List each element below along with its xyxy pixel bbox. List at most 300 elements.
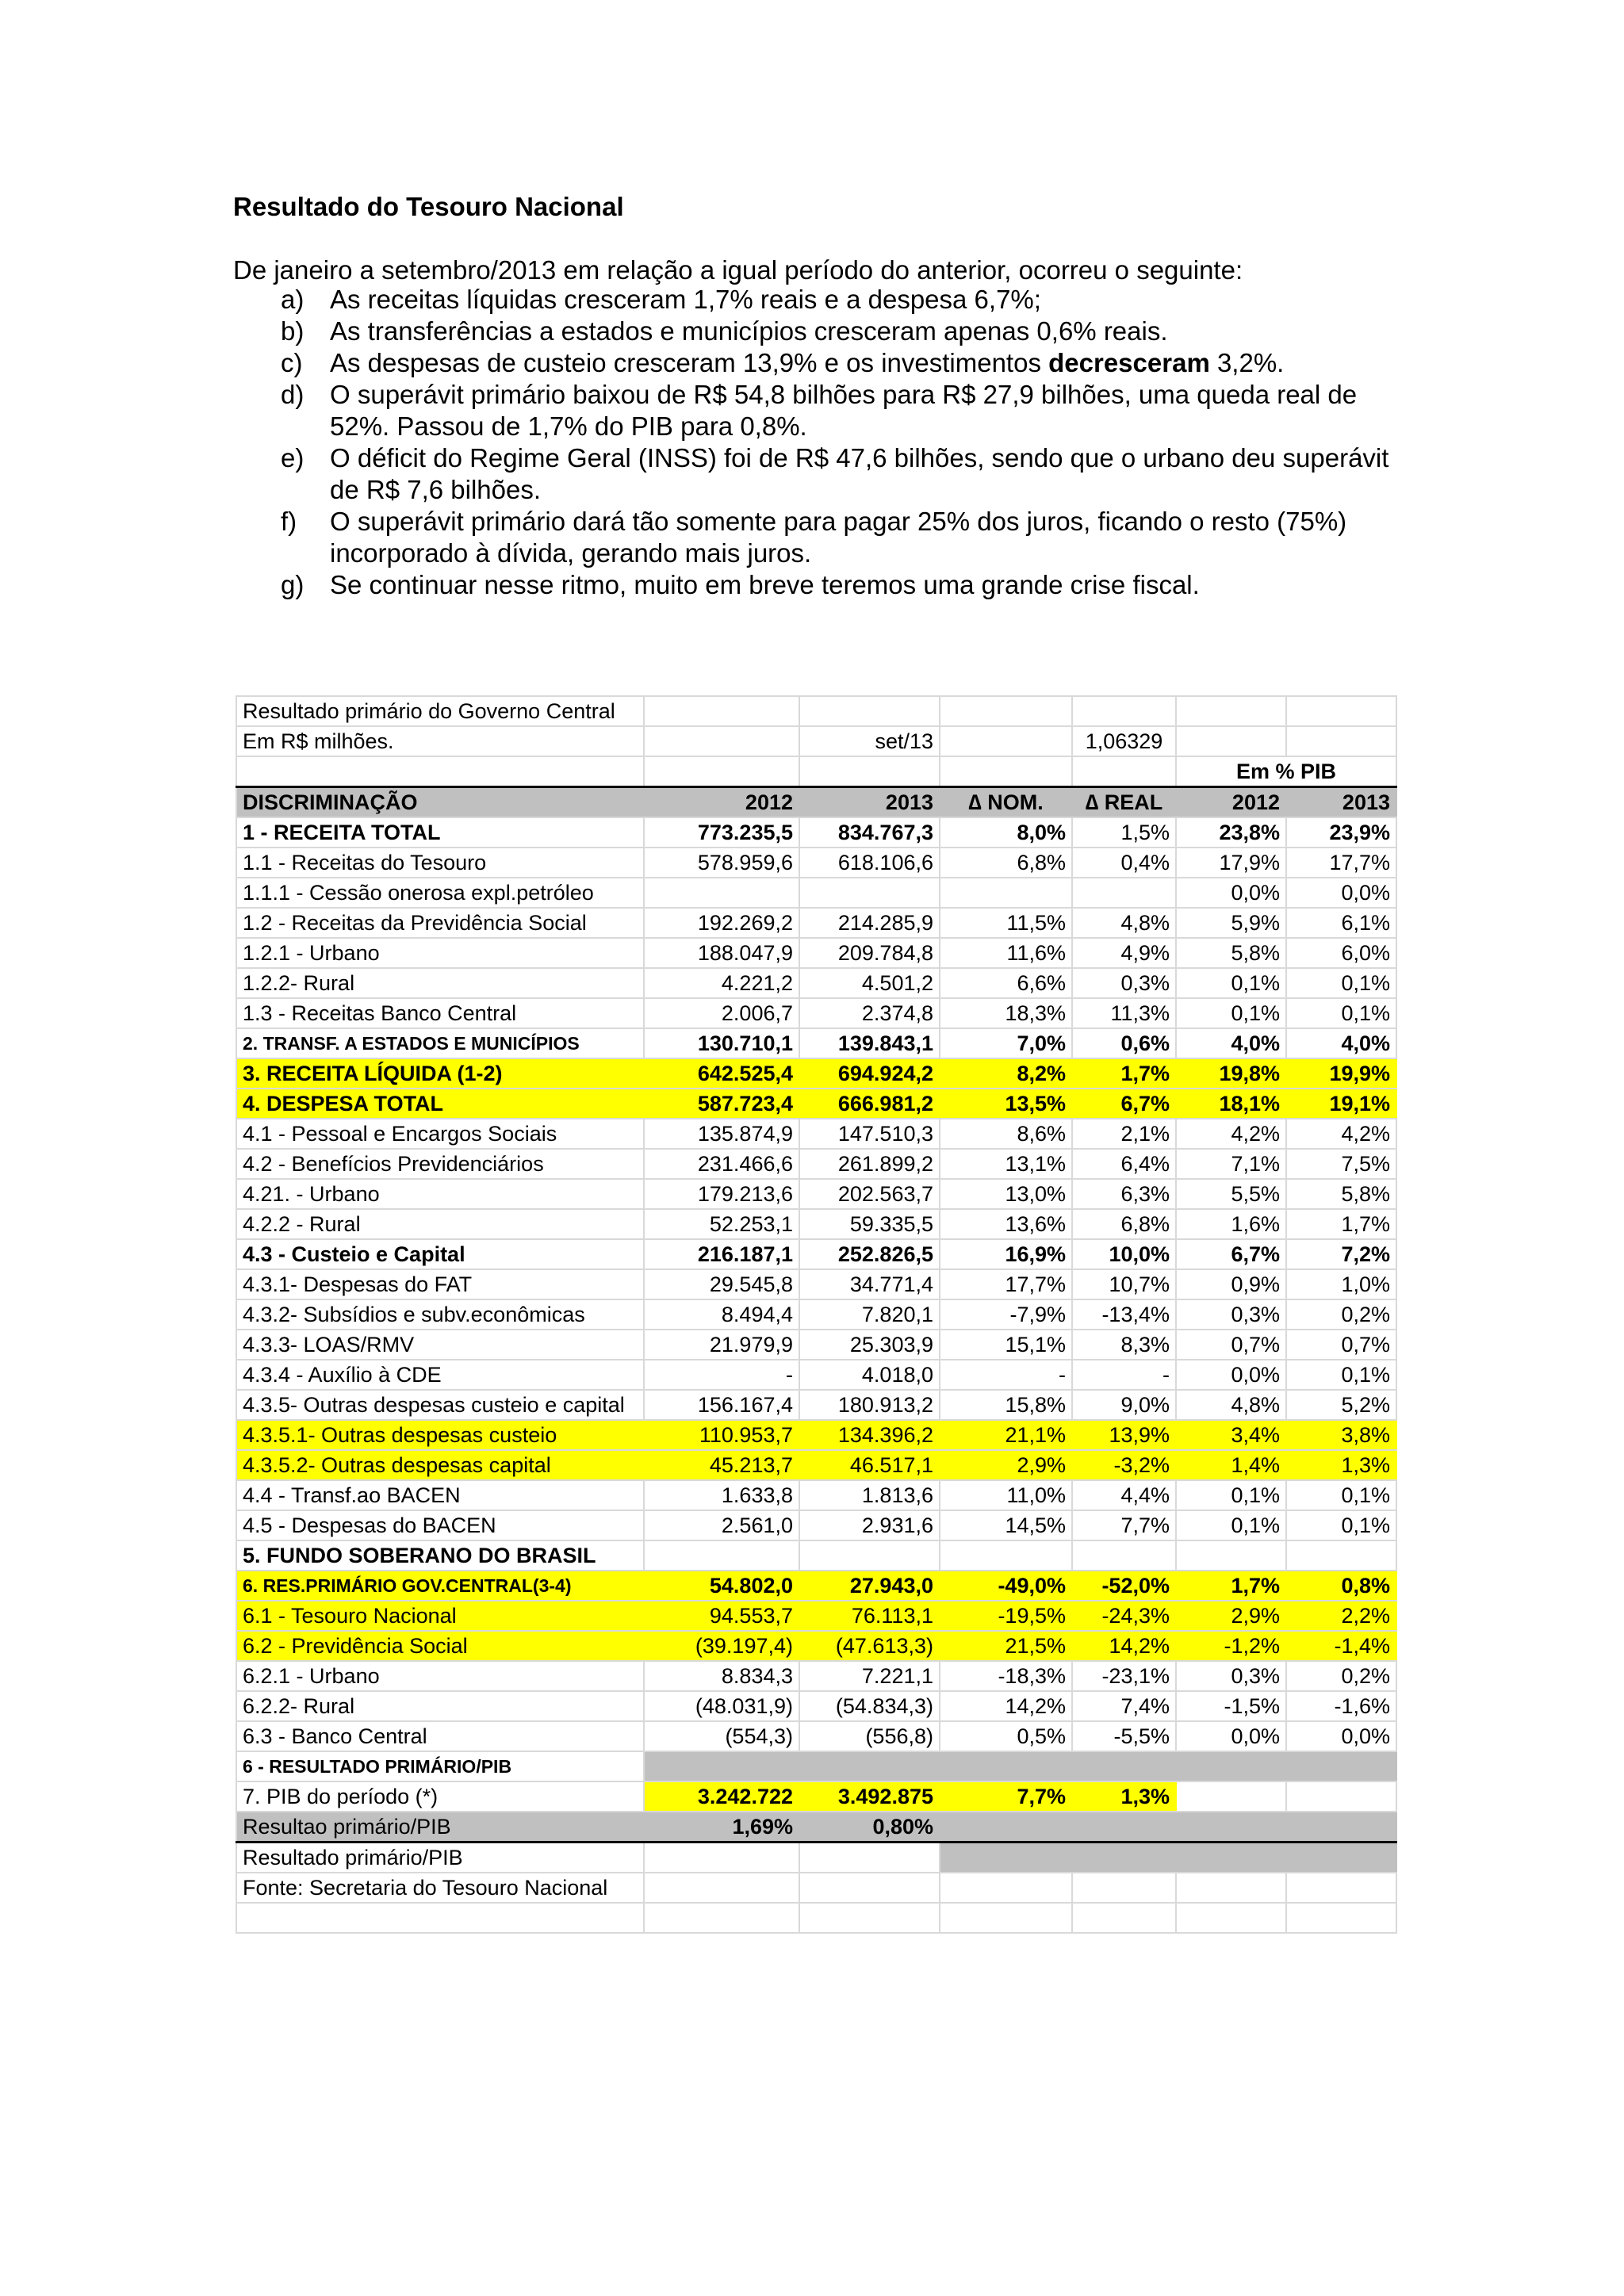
- table-cell: 192.269,2: [644, 908, 799, 938]
- table-cell: -5,5%: [1072, 1721, 1176, 1751]
- table-cell: [1286, 1781, 1396, 1812]
- row-label: 1 - RECEITA TOTAL: [236, 817, 644, 848]
- table-cell: 21,5%: [940, 1631, 1072, 1661]
- table-cell: 0,1%: [1286, 1360, 1396, 1390]
- table-cell: 4,0%: [1176, 1028, 1286, 1058]
- table-cell: 666.981,2: [799, 1089, 940, 1119]
- finding-item: [233, 569, 1399, 601]
- table-cell: 0,7%: [1176, 1330, 1286, 1360]
- finding-item: [233, 347, 1399, 379]
- table-cell: [1072, 1903, 1176, 1933]
- caption-row-2: [236, 726, 1396, 756]
- table-cell: [940, 1540, 1072, 1571]
- table-cell: [1176, 1843, 1286, 1873]
- table-cell: 59.335,5: [799, 1209, 940, 1239]
- findings-list: [233, 284, 1399, 601]
- table-cell: 130.710,1: [644, 1028, 799, 1058]
- table-cell: 2.561,0: [644, 1510, 799, 1540]
- table-cell: 4,2%: [1286, 1119, 1396, 1149]
- table-cell: 694.924,2: [799, 1058, 940, 1089]
- table-cell: (47.613,3): [799, 1631, 940, 1661]
- table-cell: 8,3%: [1072, 1330, 1176, 1360]
- finding-label: f): [281, 507, 297, 536]
- table-cell: 202.563,7: [799, 1179, 940, 1209]
- row-label: 7. PIB do período (*): [236, 1781, 644, 1812]
- row-label: 1.1.1 - Cessão onerosa expl.petróleo: [236, 878, 644, 908]
- row-label: 4.4 - Transf.ao BACEN: [236, 1480, 644, 1510]
- table-cell: [1176, 1903, 1286, 1933]
- table-cell: [1072, 1873, 1176, 1903]
- row-label: 6.3 - Banco Central: [236, 1721, 644, 1751]
- row-label: 4.3.5- Outras despesas custeio e capital: [236, 1390, 644, 1420]
- table-cell: 578.959,6: [644, 848, 799, 878]
- table-cell: [1176, 1781, 1286, 1812]
- table-cell: 21.979,9: [644, 1330, 799, 1360]
- table-cell: [1286, 1540, 1396, 1571]
- table-cell: 1,5%: [1072, 817, 1176, 848]
- table-cell: [799, 1873, 940, 1903]
- table-cell: (39.197,4): [644, 1631, 799, 1661]
- table-row: [236, 1480, 1396, 1510]
- table-cell: 7,1%: [1176, 1149, 1286, 1179]
- table-cell: 3.242.722: [644, 1781, 799, 1812]
- table-cell: -19,5%: [940, 1601, 1072, 1631]
- finding-label: b): [281, 316, 304, 346]
- table-cell: 1,0%: [1286, 1269, 1396, 1299]
- table-cell: 0,0%: [1176, 878, 1286, 908]
- table-cell: 13,5%: [940, 1089, 1072, 1119]
- table-row: [236, 1721, 1396, 1751]
- table-cell: 0,1%: [1286, 998, 1396, 1028]
- row-label: 4.21. - Urbano: [236, 1179, 644, 1209]
- period-cell: set/13: [799, 726, 940, 756]
- row-label: 1.2.2- Rural: [236, 968, 644, 998]
- finding-text: O superávit primário dará tão somente para pagar 25% dos juros, ficando o resto (75%) incorporado à dívida, gerando mais juros.: [330, 507, 1347, 568]
- table-cell: 19,1%: [1286, 1089, 1396, 1119]
- pib-group-header: Em % PIB: [1176, 756, 1396, 787]
- row-label: 3. RECEITA LÍQUIDA (1-2): [236, 1058, 644, 1089]
- table-cell: 7.820,1: [799, 1299, 940, 1330]
- table-cell: 13,1%: [940, 1149, 1072, 1179]
- caption-units: Em R$ milhões.: [236, 726, 644, 756]
- finding-label: a): [281, 285, 304, 314]
- table-cell: 6,8%: [940, 848, 1072, 878]
- table-cell: 0,1%: [1176, 1510, 1286, 1540]
- table-cell: 1,3%: [1072, 1781, 1176, 1812]
- table-row: [236, 1571, 1396, 1601]
- table-cell: 3.492.875: [799, 1781, 940, 1812]
- table-cell: 0,0%: [1286, 1721, 1396, 1751]
- table-row: [236, 1390, 1396, 1420]
- table-cell: 0,1%: [1286, 1480, 1396, 1510]
- table-cell: -13,4%: [1072, 1299, 1176, 1330]
- table-cell: 0,80%: [799, 1812, 940, 1843]
- table-cell: -3,2%: [1072, 1450, 1176, 1480]
- table-cell: 2,1%: [1072, 1119, 1176, 1149]
- table-cell: [940, 878, 1072, 908]
- table-cell: 0,5%: [940, 1721, 1072, 1751]
- table-cell: [1072, 878, 1176, 908]
- resultado-primario-table: [236, 695, 1397, 1934]
- table-cell: 13,9%: [1072, 1420, 1176, 1450]
- table-cell: 7,4%: [1072, 1691, 1176, 1721]
- table-cell: 4.018,0: [799, 1360, 940, 1390]
- finding-item: [233, 379, 1399, 442]
- table-cell: 4.221,2: [644, 968, 799, 998]
- table-cell: [940, 1843, 1072, 1873]
- row-label: 4.3.5.1- Outras despesas custeio: [236, 1420, 644, 1450]
- table-cell: 139.843,1: [799, 1028, 940, 1058]
- table-cell: 6,3%: [1072, 1179, 1176, 1209]
- table-cell: 0,0%: [1286, 878, 1396, 908]
- row-label: 1.2.1 - Urbano: [236, 938, 644, 968]
- table-cell: 0,6%: [1072, 1028, 1176, 1058]
- table-cell: [644, 1751, 799, 1781]
- table-cell: 10,0%: [1072, 1239, 1176, 1269]
- table-row: [236, 1691, 1396, 1721]
- table-cell: [1176, 1873, 1286, 1903]
- table-cell: 11,6%: [940, 938, 1072, 968]
- table-cell: [799, 878, 940, 908]
- footer-row: [236, 1843, 1396, 1873]
- resultao-row: [236, 1812, 1396, 1843]
- table-cell: [1072, 1843, 1176, 1873]
- table-cell: 231.466,6: [644, 1149, 799, 1179]
- table-cell: [799, 1843, 940, 1873]
- table-cell: 4.501,2: [799, 968, 940, 998]
- table-cell: [644, 1843, 799, 1873]
- table-cell: 6,0%: [1286, 938, 1396, 968]
- source-row: [236, 1873, 1396, 1903]
- table-cell: 2,9%: [940, 1450, 1072, 1480]
- finding-label: c): [281, 348, 303, 377]
- row-label: 6.2 - Previdência Social: [236, 1631, 644, 1661]
- row-label: 4.3.1- Despesas do FAT: [236, 1269, 644, 1299]
- table-cell: 2,2%: [1286, 1601, 1396, 1631]
- table-cell: [644, 1873, 799, 1903]
- table-cell: 1,3%: [1286, 1450, 1396, 1480]
- table-cell: 209.784,8: [799, 938, 940, 968]
- table-row: [236, 1330, 1396, 1360]
- row-label: 4.2.2 - Rural: [236, 1209, 644, 1239]
- column-header: 2012: [644, 787, 799, 818]
- table-cell: -18,3%: [940, 1661, 1072, 1691]
- finding-text: O déficit do Regime Geral (INSS) foi de R$ 47,6 bilhões, sendo que o urbano deu superávit de R$ 7,6 bilhões.: [330, 443, 1389, 504]
- table-cell: 46.517,1: [799, 1450, 940, 1480]
- row-label: 4. DESPESA TOTAL: [236, 1089, 644, 1119]
- table-cell: [799, 1903, 940, 1933]
- row-label: 6 - RESULTADO PRIMÁRIO/PIB: [236, 1751, 644, 1781]
- row-label: 1.1 - Receitas do Tesouro: [236, 848, 644, 878]
- table-cell: 17,7%: [1286, 848, 1396, 878]
- table-cell: [1072, 1540, 1176, 1571]
- table-cell: (554,3): [644, 1721, 799, 1751]
- table-cell: 134.396,2: [799, 1420, 940, 1450]
- column-header: ∆ NOM.: [940, 787, 1072, 818]
- table-cell: 17,9%: [1176, 848, 1286, 878]
- table-cell: [799, 1751, 940, 1781]
- table-cell: 0,2%: [1286, 1299, 1396, 1330]
- empty-row: [236, 1903, 1396, 1933]
- finding-item: [233, 284, 1399, 316]
- table-cell: [1072, 1812, 1176, 1843]
- finding-text-pre: As despesas de custeio cresceram 13,9% e os investimentos: [330, 348, 1049, 377]
- table-row: [236, 998, 1396, 1028]
- table-row: [236, 1239, 1396, 1269]
- table-cell: 6,4%: [1072, 1149, 1176, 1179]
- table-row: [236, 938, 1396, 968]
- deflator-cell: 1,06329: [1072, 726, 1176, 756]
- table-cell: 252.826,5: [799, 1239, 940, 1269]
- table-cell: 10,7%: [1072, 1269, 1176, 1299]
- table-cell: 1,7%: [1072, 1058, 1176, 1089]
- table-cell: [644, 1903, 799, 1933]
- table-cell: 6,1%: [1286, 908, 1396, 938]
- row-label: 4.3.3- LOAS/RMV: [236, 1330, 644, 1360]
- table-cell: 0,1%: [1286, 1510, 1396, 1540]
- table-cell: 834.767,3: [799, 817, 940, 848]
- table-cell: 6,7%: [1176, 1239, 1286, 1269]
- table-row: [236, 1119, 1396, 1149]
- table-row: [236, 1089, 1396, 1119]
- row-label: 6.2.1 - Urbano: [236, 1661, 644, 1691]
- row-label: 4.5 - Despesas do BACEN: [236, 1510, 644, 1540]
- table-cell: [1176, 1812, 1286, 1843]
- table-cell: 0,8%: [1286, 1571, 1396, 1601]
- table-cell: 188.047,9: [644, 938, 799, 968]
- finding-item: [233, 506, 1399, 569]
- finding-text: As receitas líquidas cresceram 1,7% reais e a despesa 6,7%;: [330, 285, 1041, 314]
- table-cell: [940, 1873, 1072, 1903]
- table-cell: [1176, 1751, 1286, 1781]
- table-cell: [644, 878, 799, 908]
- table-cell: -1,6%: [1286, 1691, 1396, 1721]
- table-cell: 156.167,4: [644, 1390, 799, 1420]
- table-cell: 5,9%: [1176, 908, 1286, 938]
- table-cell: 135.874,9: [644, 1119, 799, 1149]
- table-cell: 0,7%: [1286, 1330, 1396, 1360]
- caption-title: Resultado primário do Governo Central: [236, 696, 644, 726]
- table-cell: 14,2%: [1072, 1631, 1176, 1661]
- table-row: [236, 968, 1396, 998]
- table-cell: [644, 1540, 799, 1571]
- table-cell: 5,8%: [1286, 1179, 1396, 1209]
- table-cell: 147.510,3: [799, 1119, 940, 1149]
- table-cell: 19,9%: [1286, 1058, 1396, 1089]
- table-cell: 0,1%: [1176, 1480, 1286, 1510]
- pib-row: [236, 1781, 1396, 1812]
- table-cell: [940, 1751, 1072, 1781]
- row-label: Resultao primário/PIB: [236, 1812, 644, 1843]
- table-cell: -1,5%: [1176, 1691, 1286, 1721]
- table-row: [236, 848, 1396, 878]
- table-cell: [1286, 1812, 1396, 1843]
- table-cell: 6,6%: [940, 968, 1072, 998]
- table-cell: 2,9%: [1176, 1601, 1286, 1631]
- table-cell: 1,7%: [1286, 1209, 1396, 1239]
- table-cell: 216.187,1: [644, 1239, 799, 1269]
- table-cell: 29.545,8: [644, 1269, 799, 1299]
- table-row: [236, 1299, 1396, 1330]
- table-row: [236, 1269, 1396, 1299]
- table-cell: 0,1%: [1286, 968, 1396, 998]
- table-cell: 0,4%: [1072, 848, 1176, 878]
- finding-text: O superávit primário baixou de R$ 54,8 bilhões para R$ 27,9 bilhões, uma queda real de 52%. Passou de 1,7% do PIB para 0,8%.: [330, 380, 1358, 441]
- table-cell: -: [644, 1360, 799, 1390]
- table-cell: 2.006,7: [644, 998, 799, 1028]
- table-cell: -1,4%: [1286, 1631, 1396, 1661]
- table-cell: 94.553,7: [644, 1601, 799, 1631]
- table-cell: [1286, 1873, 1396, 1903]
- row-label: 4.2 - Benefícios Previdenciários: [236, 1149, 644, 1179]
- table-cell: 1.633,8: [644, 1480, 799, 1510]
- column-header: 2013: [799, 787, 940, 818]
- table-cell: 7,7%: [1072, 1510, 1176, 1540]
- table-cell: [940, 1812, 1072, 1843]
- table-cell: 1,7%: [1176, 1571, 1286, 1601]
- table-row: [236, 1058, 1396, 1089]
- table-row: [236, 1450, 1396, 1480]
- table-cell: -7,9%: [940, 1299, 1072, 1330]
- table-cell: [1176, 1540, 1286, 1571]
- row-label: 1.3 - Receitas Banco Central: [236, 998, 644, 1028]
- table-cell: 0,2%: [1286, 1661, 1396, 1691]
- table-cell: 9,0%: [1072, 1390, 1176, 1420]
- table-cell: 23,8%: [1176, 817, 1286, 848]
- row-label: 4.1 - Pessoal e Encargos Sociais: [236, 1119, 644, 1149]
- table-cell: 773.235,5: [644, 817, 799, 848]
- table-cell: 14,5%: [940, 1510, 1072, 1540]
- table-cell: 16,9%: [940, 1239, 1072, 1269]
- table-cell: 13,6%: [940, 1209, 1072, 1239]
- intro-paragraph: De janeiro a setembro/2013 em relação a igual período do anterior, ocorreu o seguinte:: [233, 255, 1243, 285]
- caption-row-1: [236, 696, 1396, 726]
- table-cell: [1286, 1751, 1396, 1781]
- table-cell: 618.106,6: [799, 848, 940, 878]
- row-label: 6. RES.PRIMÁRIO GOV.CENTRAL(3-4): [236, 1571, 644, 1601]
- finding-text-bold: decresceram: [1048, 348, 1210, 377]
- column-header: DISCRIMINAÇÃO: [236, 787, 644, 818]
- table-cell: 4,0%: [1286, 1028, 1396, 1058]
- table-cell: 180.913,2: [799, 1390, 940, 1420]
- table-cell: [799, 1540, 940, 1571]
- table-cell: 3,8%: [1286, 1420, 1396, 1450]
- table-row: [236, 1179, 1396, 1209]
- table-cell: 4,8%: [1176, 1390, 1286, 1420]
- table-cell: 1,69%: [644, 1812, 799, 1843]
- table-cell: -49,0%: [940, 1571, 1072, 1601]
- page-title: Resultado do Tesouro Nacional: [233, 192, 624, 221]
- column-header: 2012: [1176, 787, 1286, 818]
- table-cell: 179.213,6: [644, 1179, 799, 1209]
- column-header-row: [236, 787, 1396, 818]
- table-cell: [1072, 1751, 1176, 1781]
- table-cell: 7,0%: [940, 1028, 1072, 1058]
- finding-label: e): [281, 443, 304, 473]
- table-cell: 23,9%: [1286, 817, 1396, 848]
- table-cell: 34.771,4: [799, 1269, 940, 1299]
- row-label: 1.2 - Receitas da Previdência Social: [236, 908, 644, 938]
- table-cell: 5,8%: [1176, 938, 1286, 968]
- table-cell: 2.931,6: [799, 1510, 940, 1540]
- table-row: [236, 1661, 1396, 1691]
- row-label: 4.3.5.2- Outras despesas capital: [236, 1450, 644, 1480]
- table-cell: -24,3%: [1072, 1601, 1176, 1631]
- table-cell: 8,0%: [940, 817, 1072, 848]
- table-cell: 642.525,4: [644, 1058, 799, 1089]
- finding-label: d): [281, 380, 304, 409]
- table-cell: 11,0%: [940, 1480, 1072, 1510]
- table-cell: 3,4%: [1176, 1420, 1286, 1450]
- resultado-pib-row: [236, 1751, 1396, 1781]
- table-cell: (48.031,9): [644, 1691, 799, 1721]
- table-cell: 8,6%: [940, 1119, 1072, 1149]
- table-cell: 0,3%: [1072, 968, 1176, 998]
- table-row: [236, 1360, 1396, 1390]
- table-cell: 0,9%: [1176, 1269, 1286, 1299]
- table-cell: -23,1%: [1072, 1661, 1176, 1691]
- table-cell: 0,0%: [1176, 1721, 1286, 1751]
- table-cell: 0,1%: [1176, 968, 1286, 998]
- table-cell: 5,2%: [1286, 1390, 1396, 1420]
- table-row: [236, 1540, 1396, 1571]
- row-label: 2. TRANSF. A ESTADOS E MUNICÍPIOS: [236, 1028, 644, 1058]
- table-cell: 4,8%: [1072, 908, 1176, 938]
- table-row: [236, 1510, 1396, 1540]
- table-cell: [940, 1903, 1072, 1933]
- column-header: 2013: [1286, 787, 1396, 818]
- table-cell: 2.374,8: [799, 998, 940, 1028]
- table-cell: -: [1072, 1360, 1176, 1390]
- finding-item: [233, 442, 1399, 506]
- table-cell: 8.494,4: [644, 1299, 799, 1330]
- table-cell: 0,3%: [1176, 1661, 1286, 1691]
- table-cell: 25.303,9: [799, 1330, 940, 1360]
- table-cell: 18,1%: [1176, 1089, 1286, 1119]
- table-cell: 27.943,0: [799, 1571, 940, 1601]
- table-cell: 6,8%: [1072, 1209, 1176, 1239]
- table-row: [236, 1149, 1396, 1179]
- row-label: 5. FUNDO SOBERANO DO BRASIL: [236, 1540, 644, 1571]
- table-cell: 0,0%: [1176, 1360, 1286, 1390]
- table-cell: 214.285,9: [799, 908, 940, 938]
- table-row: [236, 1631, 1396, 1661]
- table-cell: [236, 1903, 644, 1933]
- table-cell: 11,5%: [940, 908, 1072, 938]
- table-cell: [1286, 1903, 1396, 1933]
- table-row: [236, 1209, 1396, 1239]
- table-cell: 4,9%: [1072, 938, 1176, 968]
- table-cell: 110.953,7: [644, 1420, 799, 1450]
- table-cell: 6,7%: [1072, 1089, 1176, 1119]
- finding-label: g): [281, 570, 304, 599]
- table-cell: -1,2%: [1176, 1631, 1286, 1661]
- finding-text-post: 3,2%.: [1209, 348, 1285, 377]
- source-label: Fonte: Secretaria do Tesouro Nacional: [236, 1873, 644, 1903]
- table-cell: 1,4%: [1176, 1450, 1286, 1480]
- table-cell: 1.813,6: [799, 1480, 940, 1510]
- table-cell: 19,8%: [1176, 1058, 1286, 1089]
- table-cell: 52.253,1: [644, 1209, 799, 1239]
- table-cell: 18,3%: [940, 998, 1072, 1028]
- row-label: 4.3.2- Subsídios e subv.econômicas: [236, 1299, 644, 1330]
- table-cell: -52,0%: [1072, 1571, 1176, 1601]
- table-cell: 587.723,4: [644, 1089, 799, 1119]
- row-label: 4.3 - Custeio e Capital: [236, 1239, 644, 1269]
- table-row: [236, 908, 1396, 938]
- row-label: 6.1 - Tesouro Nacional: [236, 1601, 644, 1631]
- finding-text: As transferências a estados e municípios cresceram apenas 0,6% reais.: [330, 316, 1168, 346]
